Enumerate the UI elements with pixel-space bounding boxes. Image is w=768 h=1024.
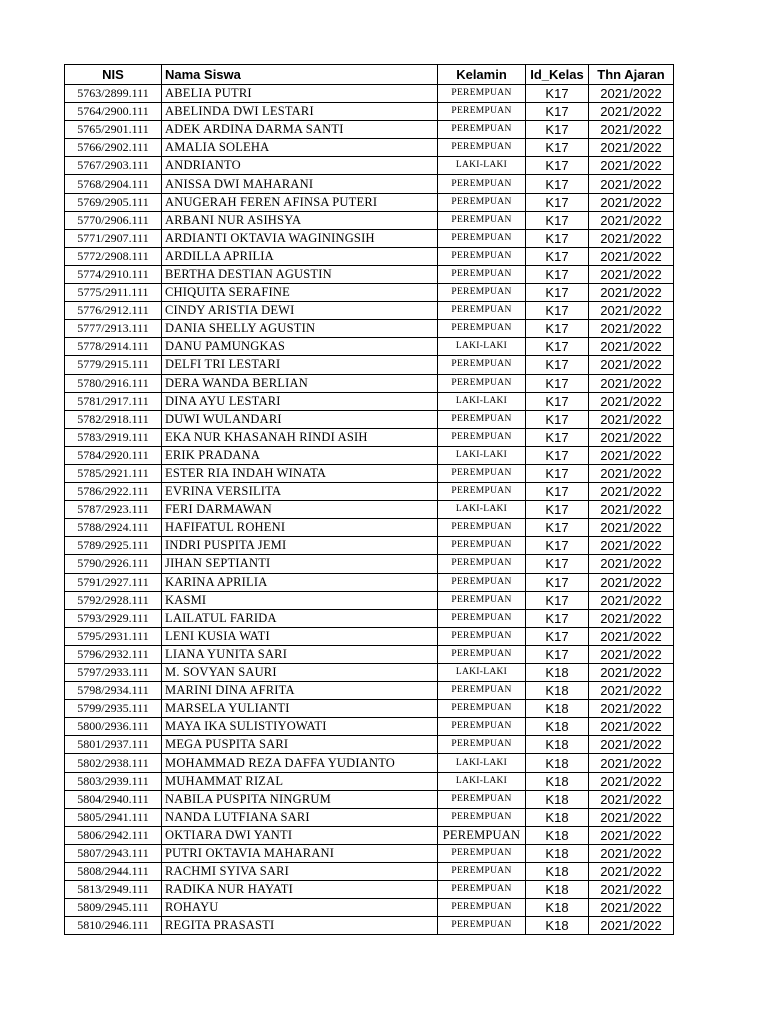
cell-thn-ajaran: 2021/2022: [589, 211, 674, 229]
cell-thn-ajaran: 2021/2022: [589, 157, 674, 175]
table-row: [65, 519, 674, 537]
cell-nis: 5796/2932.111: [65, 645, 162, 663]
cell-thn-ajaran: 2021/2022: [589, 284, 674, 302]
cell-nis: 5779/2915.111: [65, 356, 162, 374]
cell-kelamin: PEREMPUAN: [438, 302, 526, 320]
table-row: [65, 139, 674, 157]
cell-id-kelas: K17: [526, 627, 589, 645]
cell-kelamin: PEREMPUAN: [438, 682, 526, 700]
cell-id-kelas: K17: [526, 338, 589, 356]
cell-thn-ajaran: 2021/2022: [589, 664, 674, 682]
table-row: [65, 501, 674, 519]
cell-nis: 5800/2936.111: [65, 718, 162, 736]
cell-thn-ajaran: 2021/2022: [589, 121, 674, 139]
cell-kelamin: PEREMPUAN: [438, 591, 526, 609]
table-row: [65, 808, 674, 826]
cell-nama-siswa: ANISSA DWI MAHARANI: [162, 175, 438, 193]
cell-nis: 5801/2937.111: [65, 736, 162, 754]
table-row: [65, 211, 674, 229]
cell-thn-ajaran: 2021/2022: [589, 826, 674, 844]
table-row: [65, 85, 674, 103]
table-row: [65, 718, 674, 736]
cell-nis: 5791/2927.111: [65, 573, 162, 591]
table-row: [65, 573, 674, 591]
cell-thn-ajaran: 2021/2022: [589, 754, 674, 772]
cell-nis: 5771/2907.111: [65, 229, 162, 247]
cell-nama-siswa: RADIKA NUR HAYATI: [162, 881, 438, 899]
cell-id-kelas: K18: [526, 863, 589, 881]
cell-id-kelas: K17: [526, 121, 589, 139]
cell-thn-ajaran: 2021/2022: [589, 302, 674, 320]
cell-nama-siswa: DINA AYU LESTARI: [162, 392, 438, 410]
cell-thn-ajaran: 2021/2022: [589, 808, 674, 826]
cell-thn-ajaran: 2021/2022: [589, 193, 674, 211]
cell-kelamin: PEREMPUAN: [438, 808, 526, 826]
cell-id-kelas: K18: [526, 881, 589, 899]
cell-nama-siswa: AMALIA SOLEHA: [162, 139, 438, 157]
cell-kelamin: PEREMPUAN: [438, 790, 526, 808]
cell-nis: 5788/2924.111: [65, 519, 162, 537]
table-row: [65, 754, 674, 772]
cell-nama-siswa: OKTIARA DWI YANTI: [162, 826, 438, 844]
table-row: [65, 609, 674, 627]
cell-nis: 5790/2926.111: [65, 555, 162, 573]
cell-nama-siswa: LENI KUSIA WATI: [162, 627, 438, 645]
cell-kelamin: PEREMPUAN: [438, 247, 526, 265]
cell-kelamin: PEREMPUAN: [438, 736, 526, 754]
cell-nis: 5775/2911.111: [65, 284, 162, 302]
cell-nis: 5793/2929.111: [65, 609, 162, 627]
cell-kelamin: PEREMPUAN: [438, 555, 526, 573]
cell-kelamin: PEREMPUAN: [438, 464, 526, 482]
cell-thn-ajaran: 2021/2022: [589, 736, 674, 754]
cell-thn-ajaran: 2021/2022: [589, 682, 674, 700]
cell-kelamin: PEREMPUAN: [438, 85, 526, 103]
cell-id-kelas: K17: [526, 302, 589, 320]
cell-id-kelas: K17: [526, 410, 589, 428]
cell-nis: 5769/2905.111: [65, 193, 162, 211]
cell-id-kelas: K17: [526, 247, 589, 265]
cell-id-kelas: K17: [526, 609, 589, 627]
cell-id-kelas: K18: [526, 664, 589, 682]
cell-nama-siswa: ADEK ARDINA DARMA SANTI: [162, 121, 438, 139]
cell-nis: 5765/2901.111: [65, 121, 162, 139]
table-row: [65, 320, 674, 338]
cell-thn-ajaran: 2021/2022: [589, 392, 674, 410]
table-row: [65, 410, 674, 428]
table-row: [65, 736, 674, 754]
table-row: [65, 790, 674, 808]
table-row: [65, 844, 674, 862]
cell-id-kelas: K18: [526, 808, 589, 826]
table-row: [65, 664, 674, 682]
table-row: [65, 917, 674, 935]
cell-kelamin: PEREMPUAN: [438, 428, 526, 446]
cell-thn-ajaran: 2021/2022: [589, 356, 674, 374]
cell-id-kelas: K18: [526, 682, 589, 700]
cell-kelamin: LAKI-LAKI: [438, 338, 526, 356]
cell-nama-siswa: ESTER RIA INDAH WINATA: [162, 464, 438, 482]
cell-thn-ajaran: 2021/2022: [589, 573, 674, 591]
cell-thn-ajaran: 2021/2022: [589, 700, 674, 718]
cell-id-kelas: K17: [526, 573, 589, 591]
header-thn-ajaran: Thn Ajaran: [589, 65, 674, 85]
cell-thn-ajaran: 2021/2022: [589, 85, 674, 103]
cell-thn-ajaran: 2021/2022: [589, 772, 674, 790]
cell-kelamin: PEREMPUAN: [438, 211, 526, 229]
cell-thn-ajaran: 2021/2022: [589, 229, 674, 247]
cell-thn-ajaran: 2021/2022: [589, 899, 674, 917]
cell-id-kelas: K17: [526, 85, 589, 103]
cell-id-kelas: K17: [526, 139, 589, 157]
table-row: [65, 428, 674, 446]
cell-kelamin: PEREMPUAN: [438, 175, 526, 193]
cell-nis: 5785/2921.111: [65, 464, 162, 482]
cell-nis: 5795/2931.111: [65, 627, 162, 645]
cell-id-kelas: K17: [526, 428, 589, 446]
table-row: [65, 338, 674, 356]
table-row: [65, 826, 674, 844]
cell-nama-siswa: KASMI: [162, 591, 438, 609]
cell-kelamin: PEREMPUAN: [438, 519, 526, 537]
cell-nis: 5787/2923.111: [65, 501, 162, 519]
cell-thn-ajaran: 2021/2022: [589, 265, 674, 283]
cell-id-kelas: K17: [526, 519, 589, 537]
cell-nis: 5783/2919.111: [65, 428, 162, 446]
cell-nis: 5786/2922.111: [65, 483, 162, 501]
cell-thn-ajaran: 2021/2022: [589, 320, 674, 338]
cell-kelamin: PEREMPUAN: [438, 645, 526, 663]
cell-nis: 5813/2949.111: [65, 881, 162, 899]
cell-nama-siswa: MARINI DINA AFRITA: [162, 682, 438, 700]
cell-kelamin: LAKI-LAKI: [438, 501, 526, 519]
cell-nis: 5763/2899.111: [65, 85, 162, 103]
cell-kelamin: PEREMPUAN: [438, 374, 526, 392]
cell-thn-ajaran: 2021/2022: [589, 428, 674, 446]
cell-thn-ajaran: 2021/2022: [589, 446, 674, 464]
cell-nama-siswa: MOHAMMAD REZA DAFFA YUDIANTO: [162, 754, 438, 772]
cell-kelamin: PEREMPUAN: [438, 410, 526, 428]
cell-id-kelas: K17: [526, 157, 589, 175]
cell-nis: 5781/2917.111: [65, 392, 162, 410]
cell-kelamin: LAKI-LAKI: [438, 392, 526, 410]
cell-id-kelas: K17: [526, 464, 589, 482]
cell-id-kelas: K17: [526, 446, 589, 464]
cell-nama-siswa: ARDIANTI OKTAVIA WAGININGSIH: [162, 229, 438, 247]
cell-nis: 5784/2920.111: [65, 446, 162, 464]
cell-nama-siswa: RACHMI SYIVA SARI: [162, 863, 438, 881]
table-row: [65, 374, 674, 392]
cell-thn-ajaran: 2021/2022: [589, 483, 674, 501]
cell-thn-ajaran: 2021/2022: [589, 139, 674, 157]
cell-nama-siswa: BERTHA DESTIAN AGUSTIN: [162, 265, 438, 283]
cell-thn-ajaran: 2021/2022: [589, 374, 674, 392]
cell-kelamin: PEREMPUAN: [438, 700, 526, 718]
header-nis: NIS: [65, 65, 162, 85]
cell-nama-siswa: ERIK PRADANA: [162, 446, 438, 464]
cell-thn-ajaran: 2021/2022: [589, 591, 674, 609]
header-nama-siswa: Nama Siswa: [162, 65, 438, 85]
cell-nama-siswa: LIANA YUNITA SARI: [162, 645, 438, 663]
cell-kelamin: PEREMPUAN: [438, 265, 526, 283]
table-row: [65, 627, 674, 645]
cell-nama-siswa: ROHAYU: [162, 899, 438, 917]
cell-nis: 5806/2942.111: [65, 826, 162, 844]
table-row: [65, 591, 674, 609]
table-row: [65, 229, 674, 247]
table-row: [65, 193, 674, 211]
cell-nama-siswa: FERI DARMAWAN: [162, 501, 438, 519]
table-row: [65, 881, 674, 899]
cell-kelamin: LAKI-LAKI: [438, 446, 526, 464]
cell-id-kelas: K17: [526, 175, 589, 193]
cell-id-kelas: K17: [526, 356, 589, 374]
cell-thn-ajaran: 2021/2022: [589, 555, 674, 573]
cell-kelamin: PEREMPUAN: [438, 103, 526, 121]
cell-nama-siswa: DANIA SHELLY AGUSTIN: [162, 320, 438, 338]
cell-id-kelas: K18: [526, 718, 589, 736]
table-row: [65, 700, 674, 718]
cell-id-kelas: K17: [526, 211, 589, 229]
cell-kelamin: PEREMPUAN: [438, 609, 526, 627]
cell-id-kelas: K17: [526, 591, 589, 609]
cell-nis: 5766/2902.111: [65, 139, 162, 157]
cell-thn-ajaran: 2021/2022: [589, 917, 674, 935]
cell-nama-siswa: MUHAMMAT RIZAL: [162, 772, 438, 790]
cell-nama-siswa: ABELINDA DWI LESTARI: [162, 103, 438, 121]
cell-nis: 5804/2940.111: [65, 790, 162, 808]
cell-nama-siswa: ANUGERAH FEREN AFINSA PUTERI: [162, 193, 438, 211]
header-row: [65, 65, 674, 85]
cell-nama-siswa: MARSELA YULIANTI: [162, 700, 438, 718]
cell-nama-siswa: NABILA PUSPITA NINGRUM: [162, 790, 438, 808]
table-row: [65, 899, 674, 917]
cell-id-kelas: K17: [526, 392, 589, 410]
cell-thn-ajaran: 2021/2022: [589, 338, 674, 356]
cell-id-kelas: K17: [526, 265, 589, 283]
cell-nama-siswa: ARBANI NUR ASIHSYA: [162, 211, 438, 229]
cell-id-kelas: K17: [526, 284, 589, 302]
cell-thn-ajaran: 2021/2022: [589, 410, 674, 428]
cell-id-kelas: K18: [526, 700, 589, 718]
cell-nama-siswa: DANU PAMUNGKAS: [162, 338, 438, 356]
cell-thn-ajaran: 2021/2022: [589, 175, 674, 193]
cell-thn-ajaran: 2021/2022: [589, 881, 674, 899]
cell-id-kelas: K17: [526, 501, 589, 519]
cell-nama-siswa: EKA NUR KHASANAH RINDI ASIH: [162, 428, 438, 446]
cell-nis: 5809/2945.111: [65, 899, 162, 917]
cell-kelamin: PEREMPUAN: [438, 573, 526, 591]
cell-id-kelas: K17: [526, 320, 589, 338]
cell-nis: 5782/2918.111: [65, 410, 162, 428]
cell-nama-siswa: REGITA PRASASTI: [162, 917, 438, 935]
cell-nis: 5770/2906.111: [65, 211, 162, 229]
table-row: [65, 446, 674, 464]
table-row: [65, 392, 674, 410]
table-row: [65, 121, 674, 139]
cell-id-kelas: K17: [526, 374, 589, 392]
cell-kelamin: PEREMPUAN: [438, 356, 526, 374]
cell-id-kelas: K18: [526, 790, 589, 808]
cell-kelamin: PEREMPUAN: [438, 537, 526, 555]
cell-id-kelas: K18: [526, 844, 589, 862]
cell-thn-ajaran: 2021/2022: [589, 718, 674, 736]
cell-nis: 5798/2934.111: [65, 682, 162, 700]
cell-id-kelas: K17: [526, 193, 589, 211]
cell-nama-siswa: PUTRI OKTAVIA MAHARANI: [162, 844, 438, 862]
cell-kelamin: PEREMPUAN: [438, 139, 526, 157]
cell-nama-siswa: KARINA APRILIA: [162, 573, 438, 591]
cell-nama-siswa: ABELIA PUTRI: [162, 85, 438, 103]
table-row: [65, 483, 674, 501]
cell-nama-siswa: JIHAN SEPTIANTI: [162, 555, 438, 573]
cell-nis: 5807/2943.111: [65, 844, 162, 862]
cell-nis: 5772/2908.111: [65, 247, 162, 265]
cell-nis: 5789/2925.111: [65, 537, 162, 555]
cell-nama-siswa: ARDILLA APRILIA: [162, 247, 438, 265]
cell-nama-siswa: DUWI WULANDARI: [162, 410, 438, 428]
cell-id-kelas: K18: [526, 736, 589, 754]
cell-kelamin: PEREMPUAN: [438, 121, 526, 139]
cell-nama-siswa: DERA WANDA BERLIAN: [162, 374, 438, 392]
cell-kelamin: PEREMPUAN: [438, 483, 526, 501]
cell-nis: 5774/2910.111: [65, 265, 162, 283]
cell-nama-siswa: CINDY ARISTIA DEWI: [162, 302, 438, 320]
cell-nis: 5768/2904.111: [65, 175, 162, 193]
cell-id-kelas: K17: [526, 103, 589, 121]
cell-id-kelas: K17: [526, 229, 589, 247]
cell-thn-ajaran: 2021/2022: [589, 464, 674, 482]
cell-kelamin: LAKI-LAKI: [438, 157, 526, 175]
cell-thn-ajaran: 2021/2022: [589, 519, 674, 537]
cell-thn-ajaran: 2021/2022: [589, 863, 674, 881]
table-row: [65, 464, 674, 482]
cell-nis: 5802/2938.111: [65, 754, 162, 772]
cell-id-kelas: K18: [526, 754, 589, 772]
cell-kelamin: LAKI-LAKI: [438, 754, 526, 772]
table-row: [65, 555, 674, 573]
table-row: [65, 682, 674, 700]
cell-id-kelas: K18: [526, 917, 589, 935]
table-row: [65, 265, 674, 283]
cell-kelamin: PEREMPUAN: [438, 899, 526, 917]
cell-nama-siswa: DELFI TRI LESTARI: [162, 356, 438, 374]
table-row: [65, 645, 674, 663]
cell-id-kelas: K17: [526, 537, 589, 555]
cell-kelamin: PEREMPUAN: [438, 718, 526, 736]
cell-id-kelas: K17: [526, 483, 589, 501]
cell-id-kelas: K18: [526, 826, 589, 844]
student-table: [64, 64, 674, 935]
table-row: [65, 302, 674, 320]
cell-kelamin: PEREMPUAN: [438, 627, 526, 645]
cell-nis: 5808/2944.111: [65, 863, 162, 881]
cell-thn-ajaran: 2021/2022: [589, 501, 674, 519]
cell-kelamin: PEREMPUAN: [438, 881, 526, 899]
table-row: [65, 284, 674, 302]
table-row: [65, 356, 674, 374]
cell-thn-ajaran: 2021/2022: [589, 627, 674, 645]
cell-nis: 5767/2903.111: [65, 157, 162, 175]
cell-nama-siswa: NANDA LUTFIANA SARI: [162, 808, 438, 826]
header-id-kelas: Id_Kelas: [526, 65, 589, 85]
cell-id-kelas: K18: [526, 899, 589, 917]
cell-nis: 5805/2941.111: [65, 808, 162, 826]
cell-thn-ajaran: 2021/2022: [589, 103, 674, 121]
table-row: [65, 175, 674, 193]
cell-thn-ajaran: 2021/2022: [589, 247, 674, 265]
cell-nama-siswa: HAFIFATUL ROHENI: [162, 519, 438, 537]
cell-kelamin: PEREMPUAN: [438, 917, 526, 935]
cell-nis: 5780/2916.111: [65, 374, 162, 392]
cell-nama-siswa: CHIQUITA SERAFINE: [162, 284, 438, 302]
cell-nis: 5810/2946.111: [65, 917, 162, 935]
cell-id-kelas: K17: [526, 555, 589, 573]
table-row: [65, 772, 674, 790]
table-row: [65, 537, 674, 555]
cell-nis: 5803/2939.111: [65, 772, 162, 790]
table-row: [65, 247, 674, 265]
cell-nis: 5778/2914.111: [65, 338, 162, 356]
cell-nis: 5776/2912.111: [65, 302, 162, 320]
table-row: [65, 863, 674, 881]
cell-kelamin: PEREMPUAN: [438, 863, 526, 881]
cell-nis: 5797/2933.111: [65, 664, 162, 682]
cell-thn-ajaran: 2021/2022: [589, 609, 674, 627]
cell-kelamin: LAKI-LAKI: [438, 772, 526, 790]
header-kelamin: Kelamin: [438, 65, 526, 85]
cell-nis: 5764/2900.111: [65, 103, 162, 121]
cell-nis: 5792/2928.111: [65, 591, 162, 609]
cell-kelamin: LAKI-LAKI: [438, 664, 526, 682]
table-row: [65, 157, 674, 175]
cell-thn-ajaran: 2021/2022: [589, 645, 674, 663]
cell-nis: 5799/2935.111: [65, 700, 162, 718]
cell-nama-siswa: M. SOVYAN SAURI: [162, 664, 438, 682]
table-row: [65, 103, 674, 121]
cell-nama-siswa: MEGA PUSPITA SARI: [162, 736, 438, 754]
cell-nama-siswa: EVRINA VERSILITA: [162, 483, 438, 501]
cell-nama-siswa: MAYA IKA SULISTIYOWATI: [162, 718, 438, 736]
cell-id-kelas: K17: [526, 645, 589, 663]
cell-nama-siswa: INDRI PUSPITA JEMI: [162, 537, 438, 555]
cell-kelamin: PEREMPUAN: [438, 320, 526, 338]
cell-nama-siswa: ANDRIANTO: [162, 157, 438, 175]
cell-kelamin: PEREMPUAN: [438, 193, 526, 211]
cell-kelamin: PEREMPUAN: [438, 826, 526, 844]
cell-nama-siswa: LAILATUL FARIDA: [162, 609, 438, 627]
cell-thn-ajaran: 2021/2022: [589, 844, 674, 862]
cell-kelamin: PEREMPUAN: [438, 229, 526, 247]
cell-kelamin: PEREMPUAN: [438, 844, 526, 862]
cell-thn-ajaran: 2021/2022: [589, 790, 674, 808]
cell-thn-ajaran: 2021/2022: [589, 537, 674, 555]
cell-nis: 5777/2913.111: [65, 320, 162, 338]
cell-kelamin: PEREMPUAN: [438, 284, 526, 302]
cell-id-kelas: K18: [526, 772, 589, 790]
